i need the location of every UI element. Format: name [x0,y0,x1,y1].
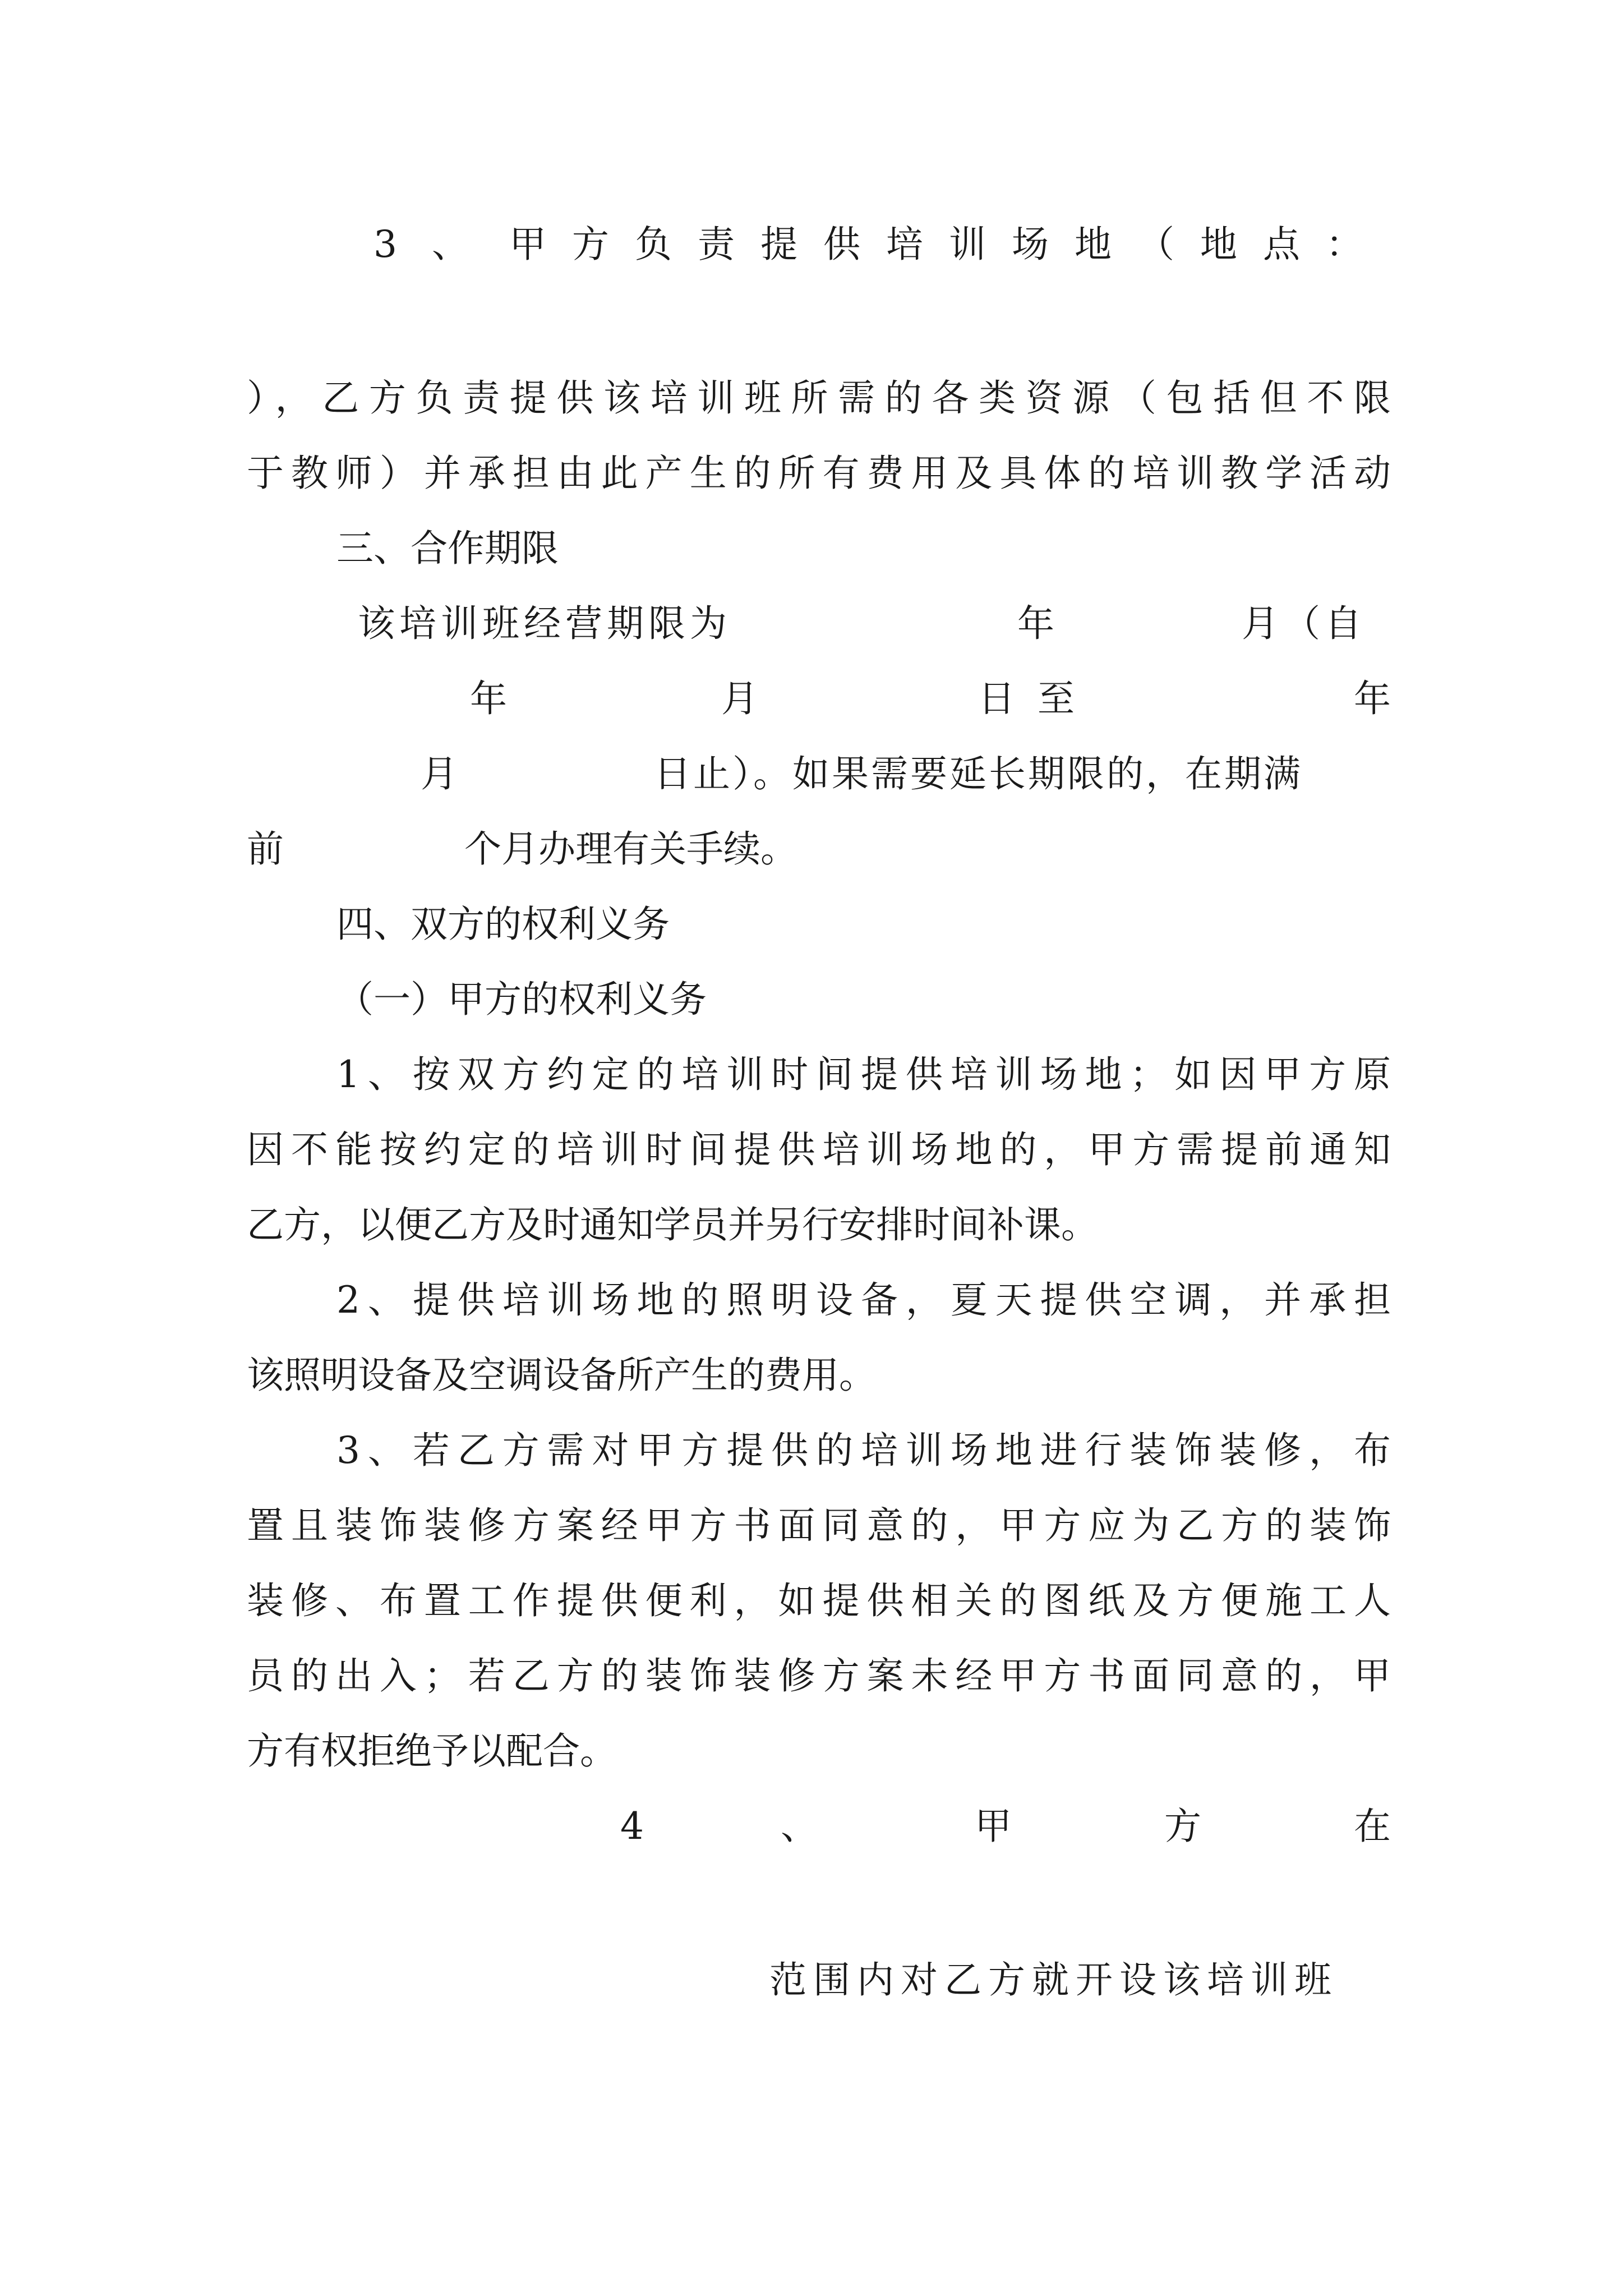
term-line-4-a: 前 [247,827,284,871]
item-4-word-2: 方 [1164,1805,1201,1848]
clause-3-number: 3 [374,223,397,266]
term-line-4-b: 个月办理有关手续。 [464,827,797,871]
term-line-3 [247,752,1391,797]
item-4-line-2-text: 范围内对乙方就开设该培训班 [769,1958,1338,2001]
term-line-3-a: 月 [421,752,458,795]
term-line-1-c: 月（自 [1242,602,1366,645]
term-line-2-d: 年 [1354,677,1391,720]
item-4-line-1 [247,1804,1391,1849]
section-3-heading: 三、合作期限 [336,527,559,570]
item-1-line-1: 1、按双方约定的培训时间提供培训场地；如因甲方原 [336,1053,1391,1096]
item-4-word-1: 甲 [975,1805,1012,1848]
term-line-1 [247,601,1391,646]
item-4-number: 4 [620,1805,644,1848]
item-2-line-1: 2、提供培训场地的照明设备，夏天提供空调，并承担 [336,1278,1391,1322]
item-4-separator: 、 [781,1805,818,1848]
item-3-line-4: 员的出入；若乙方的装饰装修方案未经甲方书面同意的，甲 [247,1654,1391,1697]
clause-3-line-3: 于教师）并承担由此产生的所有费用及具体的培训教学活动 [247,452,1391,495]
clause-3-line-1 [247,222,1391,267]
term-line-3-b: 日止）。如果需要延长期限的，在期满 [654,752,1303,795]
term-line-2 [247,677,1391,721]
term-line-4 [247,827,1391,872]
clause-3-line-2: ），乙方负责提供该培训班所需的各类资源（包括但不限 [247,376,1391,420]
sub-1-heading: （一）甲方的权利义务 [336,978,707,1021]
item-4-word-3: 在 [1354,1805,1391,1848]
item-3-line-2: 置且装饰装修方案经甲方书面同意的，甲方应为乙方的装饰 [247,1504,1391,1547]
term-line-1-b: 年 [1017,602,1054,645]
term-line-2-b: 月 [721,677,758,720]
item-4-line-2 [247,1958,1391,2003]
item-3-line-3: 装修、布置工作提供便利，如提供相关的图纸及方便施工人 [247,1579,1391,1622]
clause-3-text: 甲方负责提供培训场地（地点： [509,223,1389,266]
clause-3-separator: 、 [432,223,469,266]
item-2-line-2: 该照明设备及空调设备所产生的费用。 [247,1354,876,1397]
item-3-line-5: 方有权拒绝予以配合。 [247,1729,617,1773]
term-line-2-c: 日至 [978,677,1097,720]
item-3-line-1: 3、若乙方需对甲方提供的培训场地进行装饰装修，布 [336,1429,1391,1472]
term-line-1-a: 该培训班经营期限为 [358,602,731,645]
section-4-heading: 四、双方的权利义务 [336,903,670,946]
item-1-line-3: 乙方，以便乙方及时通知学员并另行安排时间补课。 [247,1203,1098,1246]
term-line-2-a: 年 [470,677,507,720]
item-1-line-2: 因不能按约定的培训时间提供培训场地的，甲方需提前通知 [247,1128,1391,1171]
